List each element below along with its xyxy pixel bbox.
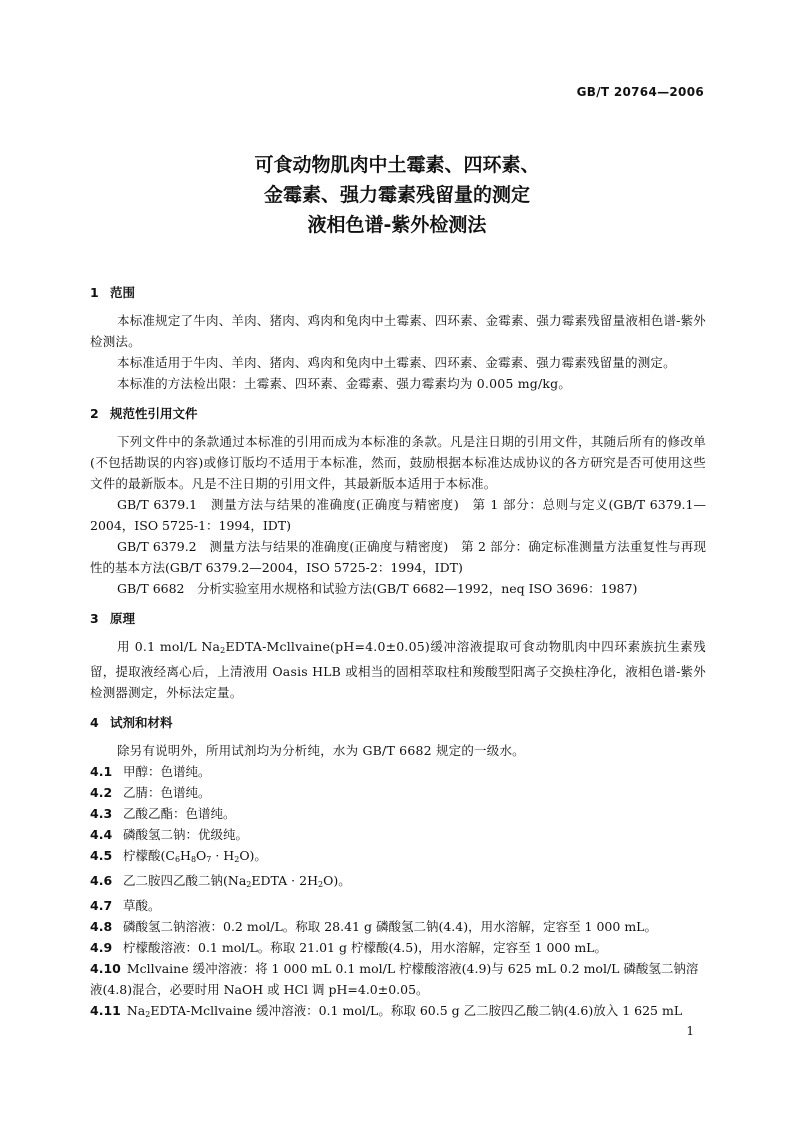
section-title: 原理 [110,611,136,626]
reference-item: GB/T 6379.2 测量方法与结果的准确度(正确度与精密度) 第 2 部分：确定标准测量方法重复性与再现性的基本方法(GB/T 6379.2—2004，ISO 5725-2：1994，IDT) [90,539,706,575]
document-title [0,150,794,240]
subscript: 2 [317,880,324,889]
text-run: H [180,848,191,863]
item-text: 乙腈：色谱纯。 [123,785,211,800]
text-run: O)。 [239,848,267,863]
section-heading-scope [90,282,706,303]
item-number: 4.9 [90,940,113,955]
title-line-2: 金霉素、强力霉素残留量的测定 [263,184,530,206]
item-text: 磷酸氢二钠溶液：0.2 mol/L。称取 28.41 g 磷酸氢二钠(4.4)，用水溶解，定容至 1 000 mL。 [123,919,657,934]
list-item [90,937,706,958]
item-text: 乙酸乙酯：色谱纯。 [123,806,236,821]
text-run: 用 0.1 mol/L Na [117,639,221,654]
paragraph: 除另有说明外，所用试剂均为分析纯，水为 GB/T 6682 规定的一级水。 [117,743,525,758]
subscript: 8 [190,855,197,864]
reference-item: GB/T 6379.1 测量方法与结果的准确度(正确度与精密度) 第 1 部分：总则与定义(GB/T 6379.1—2004，ISO 5725-1：1994，IDT) [90,497,706,533]
item-number: 4.11 [90,1003,121,1018]
item-text: 磷酸氢二钠：优级纯。 [123,827,249,842]
list-item [90,803,706,824]
list-item [90,761,706,782]
paragraph: 下列文件中的条款通过本标准的引用而成为本标准的条款。凡是注日期的引用文件，其随后所有的修改单(不包括勘误的内容)或修订版均不适用于本标准，然而，鼓励根据本标准达成协议的各方研究是否可使用这些文件的最新版本。凡是不注日期的引用文件，其最新版本适用于本标准。 [90,434,706,491]
section-heading-principle [90,608,706,629]
page-number: 1 [686,1024,694,1038]
title-line-1: 可食动物肌肉中土霉素、四环素、 [254,154,540,176]
paragraph [90,636,706,703]
item-number: 4.7 [90,898,113,913]
title-line-3: 液相色谱-紫外检测法 [307,214,487,236]
text-run: 柠檬酸(C [123,848,175,863]
item-number: 4.6 [90,873,113,888]
text-run: EDTA-Mcllvaine 缓冲溶液：0.1 mol/L。称取 60.5 g 乙二胺四乙酸二钠(4.6)放入 1 625 mL [150,1003,683,1018]
list-item [90,895,706,916]
subscript: 2 [220,646,226,655]
list-item [90,782,706,803]
list-item [90,916,706,937]
text-run: 乙二胺四乙酸二钠(Na [123,873,247,888]
subscript: 7 [206,855,212,864]
section-title: 试剂和材料 [110,715,173,730]
paragraph: 本标准的方法检出限：土霉素、四环素、金霉素、强力霉素均为 0.005 mg/kg。 [117,376,572,391]
subscript: 6 [174,855,181,864]
section-number: 4 [90,715,99,730]
subscript: 2 [234,855,240,864]
reference-item: GB/T 6682 分析实验室用水规格和试验方法(GB/T 6682—1992，neq ISO 3696：1987) [117,581,638,596]
list-item [90,1000,706,1025]
text-run: O)。 [323,873,351,888]
text-run: Na [126,1003,146,1018]
section-heading-references [90,403,706,424]
item-number: 4.10 [90,961,121,976]
item-number: 4.2 [90,785,113,800]
paragraph: 本标准规定了牛肉、羊肉、猪肉、鸡肉和兔肉中土霉素、四环素、金霉素、强力霉素残留量液相色谱-紫外检测法。 [90,313,706,349]
list-item [90,870,706,895]
text-run: · H [211,848,235,863]
item-number: 4.4 [90,827,113,842]
text-run: EDTA-Mcllvaine(pH=4.0±0.05)缓冲溶液提取可食动物肌肉中四环素族抗生素残留，提取液经离心后，上清液用 Oasis HLB 或相当的固相萃取柱和羧酸型阳离子交换柱净化，液相色谱-紫外检测器测定，外标法定量。 [90,639,706,700]
paragraph: 本标准适用于牛肉、羊肉、猪肉、鸡肉和兔肉中土霉素、四环素、金霉素、强力霉素残留量的测定。 [117,355,676,370]
item-text: 甲醇：色谱纯。 [123,764,211,779]
section-number: 1 [90,285,99,300]
list-item [90,958,706,1000]
standard-code: GB/T 20764—2006 [576,85,704,99]
text-run: O [196,848,207,863]
item-number: 4.1 [90,764,113,779]
item-number: 4.3 [90,806,113,821]
list-item [90,845,706,870]
section-number: 3 [90,611,99,626]
subscript: 2 [145,1010,151,1019]
section-title: 范围 [110,285,136,300]
item-number: 4.8 [90,919,113,934]
subscript: 2 [246,880,252,889]
section-title: 规范性引用文件 [110,406,198,421]
section-heading-reagents [90,712,706,733]
item-number: 4.5 [90,848,113,863]
item-text: 草酸。 [123,898,161,913]
item-text: 柠檬酸溶液：0.1 mol/L。称取 21.01 g 柠檬酸(4.5)，用水溶解，定容至 1 000 mL。 [123,940,607,955]
section-number: 2 [90,406,99,421]
document-body [90,276,706,1025]
list-item [90,824,706,845]
item-text: Mcllvaine 缓冲溶液：将 1 000 mL 0.1 mol/L 柠檬酸溶液(4.9)与 625 mL 0.2 mol/L 磷酸氢二钠溶液(4.8)混合，必要时用 NaOH 或 HCl 调 pH=4.0±0.05。 [90,961,699,997]
text-run: EDTA · 2H [251,873,318,888]
